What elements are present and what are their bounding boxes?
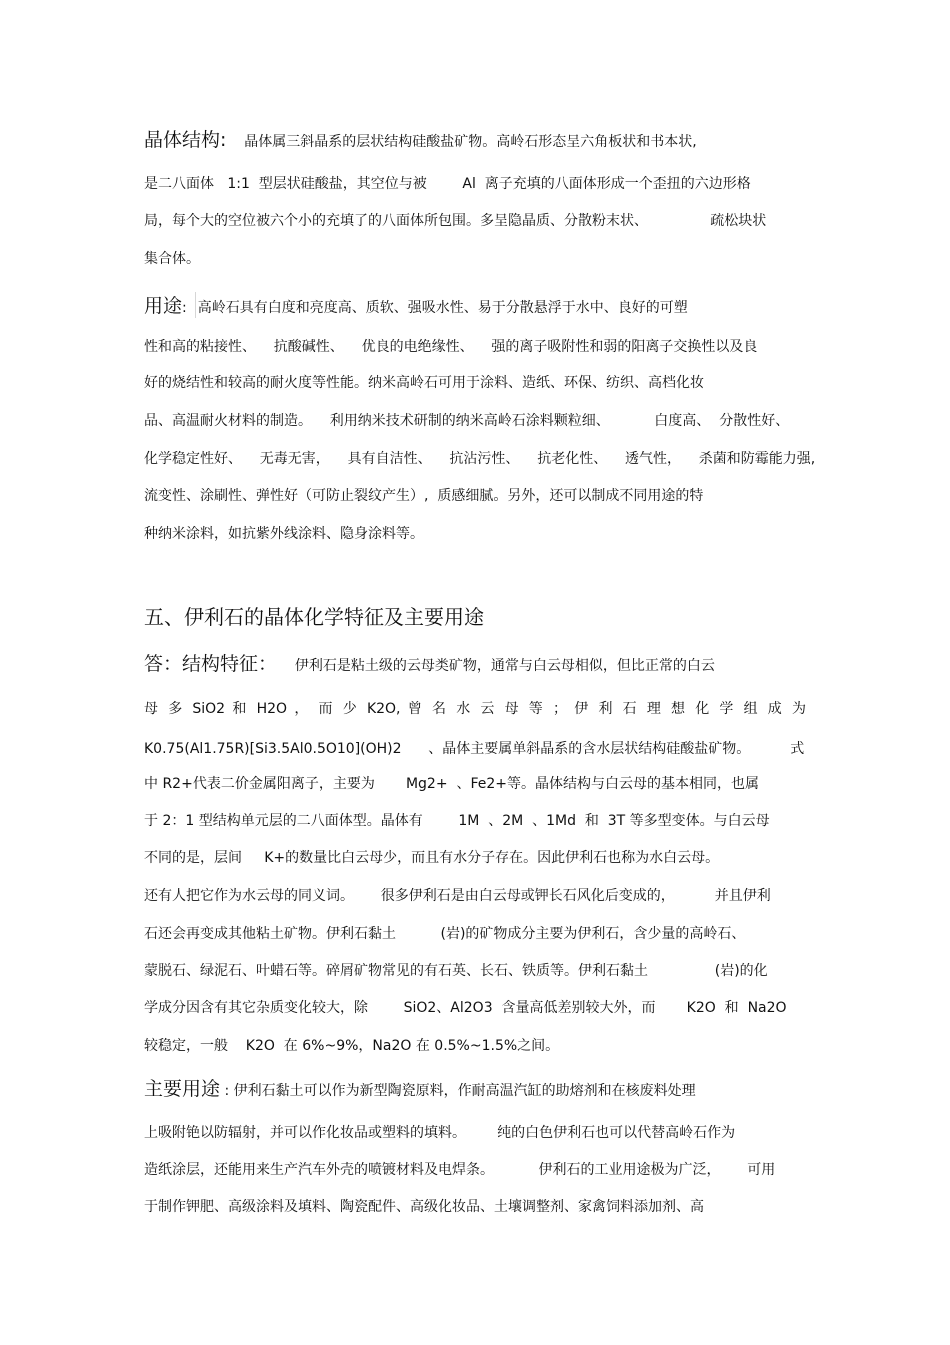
main-uses-line-2: 上吸附铯以防辐射，并可以作化妆品或塑料的填料。 纯的白色伊利石也可以代替高岭石作为: [144, 1125, 736, 1141]
text-cursor-divider: [195, 292, 196, 318]
structure-line-8: 石还会再变成其他粘土矿物。伊利石黏土 (岩)的矿物成分主要为伊利石，含少量的高岭石、: [144, 926, 746, 942]
uses-colon: :: [182, 300, 187, 316]
uses-line-5: 化学稳定性好、 无毒无害， 具有自洁性、 抗沾污性、 抗老化性、 透气性， 杀菌和防霉能力强,: [144, 451, 816, 467]
structure-line-6: 不同的是，层间 K+的数量比白云母少，而且有水分子存在。因此伊利石也称为水白云母。: [144, 850, 720, 866]
crystal-structure-line-4: 集合体。: [144, 251, 200, 267]
main-uses-line-1: [144, 1079, 696, 1101]
uses-line-3: 好的烧结性和较高的耐火度等性能。纳米高岭石可用于涂料、造纸、环保、纺织、高档化妆: [144, 375, 704, 391]
uses-line-2: 性和高的粘接性、 抗酸碱性、 优良的电绝缘性、 强的离子吸附性和弱的阳离子交换性以及良: [144, 339, 758, 355]
main-uses-label: 主要用途: [144, 1078, 221, 1100]
crystal-structure-line-3: 局，每个大的空位被六个小的充填了的八面体所包围。多呈隐晶质、分散粉末状、 疏松块状: [144, 213, 767, 229]
structure-line-10: 学成分因含有其它杂质变化较大，除 SiO2、Al2O3 含量高低差别较大外，而 K2O 和 Na2O: [144, 1000, 787, 1016]
structure-line-9: 蒙脱石、绿泥石、叶蜡石等。碎屑矿物常见的有石英、长石、铁质等。伊利石黏土 (岩)的化: [144, 963, 768, 979]
structure-line-11: 较稳定，一般 K2O 在 6%~9%，Na2O 在 0.5%~1.5%之间。: [144, 1038, 560, 1054]
structure-line-4: 中 R2+代表二价金属阳离子，主要为 Mg2+ 、Fe2+等。晶体结构与白云母的基本相同，也属: [144, 776, 760, 792]
main-uses-text: 伊利石黏土可以作为新型陶瓷原料，作耐高温汽缸的助熔剂和在核废料处理: [233, 1083, 696, 1099]
main-uses-colon: :: [224, 1083, 230, 1099]
structure-line-5: 于 2：1 型结构单元层的二八面体型。晶体有 1M 、2M 、1Md 和 3T 等多型变体。与白云母: [144, 813, 770, 829]
structure-line-1: [144, 654, 715, 676]
structure-line-3: K0.75(Al1.75R)[Si3.5Al0.5O10](OH)2 、晶体主要属单斜晶系的含水层状结构硅酸盐矿物。 式: [144, 741, 805, 757]
uses-line-7: 种纳米涂料，如抗紫外线涂料、隐身涂料等。: [144, 526, 424, 542]
crystal-structure-line-2: 是二八面体 1:1 型层状硅酸盐，其空位与被 Al 离子充填的八面体形成一个歪扭的六边形格: [144, 176, 751, 192]
uses-line-6: 流变性、涂刷性、弹性好（可防止裂纹产生）, 质感细腻。另外，还可以制成不同用途的特: [144, 488, 704, 504]
structure-line-7: 还有人把它作为水云母的同义词。 很多伊利石是由白云母或钾长石风化后变成的， 并且伊利: [144, 888, 771, 904]
structure-line-2: 母 多 SiO2 和 H2O ， 而 少 K2O, 曾 名 水 云 母 等 ； 伊 利 石 理 想 化 学 组 成 为: [144, 701, 806, 717]
crystal-structure-line-1: [144, 130, 697, 152]
uses-line-1: [144, 292, 688, 318]
uses-label: 用途: [144, 295, 183, 317]
section-heading-illite: 五、伊利石的晶体化学特征及主要用途: [144, 605, 484, 629]
uses-line-4: 品、高温耐火材料的制造。 利用纳米技术研制的纳米高岭石涂料颗粒细、 白度高、 分散性好、: [144, 413, 790, 429]
uses-text: 高岭石具有白度和亮度高、质软、强吸水性、易于分散悬浮于水中、良好的可塑: [197, 300, 688, 316]
main-uses-line-4: 于制作钾肥、高级涂料及填料、陶瓷配件、高级化妆品、土壤调整剂、家禽饲料添加剂、高: [144, 1199, 704, 1215]
structure-text: 伊利石是粘土级的云母类矿物，通常与白云母相似，但比正常的白云: [294, 658, 715, 674]
crystal-structure-text: 晶体属三斜晶系的层状结构硅酸盐矿物。高岭石形态呈六角板状和书本状,: [244, 134, 697, 150]
main-uses-line-3: 造纸涂层，还能用来生产汽车外壳的喷镀材料及电焊条。 伊利石的工业用途极为广泛， 可用: [144, 1162, 776, 1178]
crystal-structure-label: 晶体结构:: [144, 129, 227, 151]
answer-structure-label: 答：结构特征：: [144, 653, 278, 675]
